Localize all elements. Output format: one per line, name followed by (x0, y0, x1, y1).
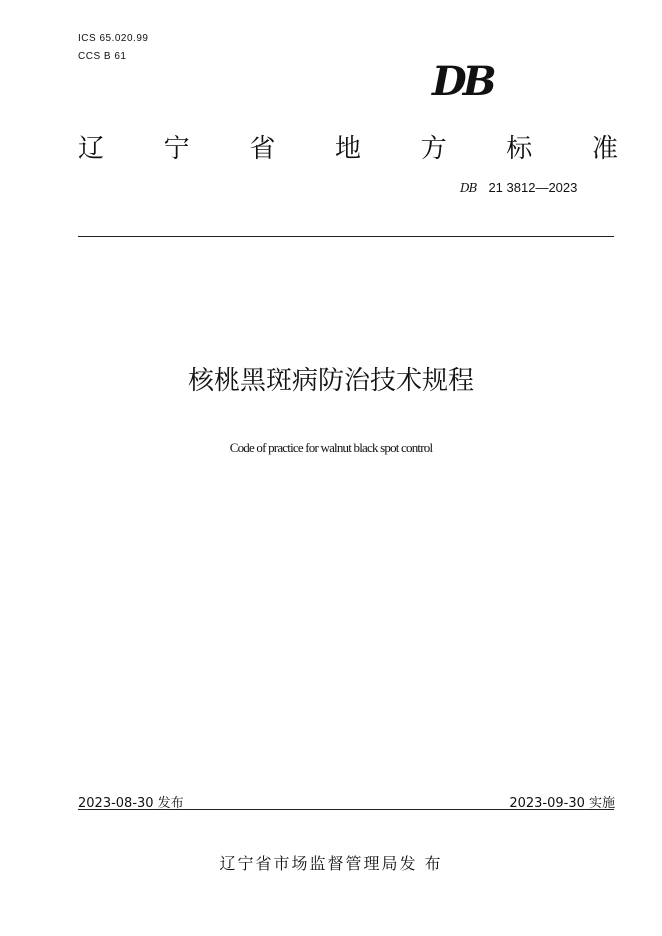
standard-type-char: 省 (249, 134, 276, 164)
ics-code: ICS 65.020.99 (78, 33, 149, 44)
ccs-code: CCS B 61 (78, 51, 127, 62)
header-divider (78, 236, 614, 237)
document-title-en: Code of practice for walnut black spot control (229, 440, 433, 455)
implementation-date: 2023-09-30 实施 (509, 796, 615, 811)
standard-type-char: 宁 (163, 134, 190, 164)
standard-type-char: 方 (420, 134, 447, 164)
standard-type-title (78, 128, 618, 165)
db-logo: DB (432, 58, 493, 105)
issue-date: 2023-08-30 发布 (78, 796, 184, 811)
standard-type-char: 辽 (78, 134, 105, 164)
publisher: 辽宁省市场监督管理局发 布 (219, 854, 443, 873)
standard-type-char: 标 (506, 134, 533, 164)
standard-type-char: 准 (591, 134, 618, 164)
document-title-cn: 核桃黑斑病防治技术规程 (187, 366, 474, 396)
standard-number-value: 21 3812—2023 (488, 180, 578, 195)
standard-type-char: 地 (334, 134, 361, 164)
standard-number (460, 180, 577, 195)
footer-divider (78, 809, 614, 810)
standard-number-prefix: DB (460, 181, 477, 195)
